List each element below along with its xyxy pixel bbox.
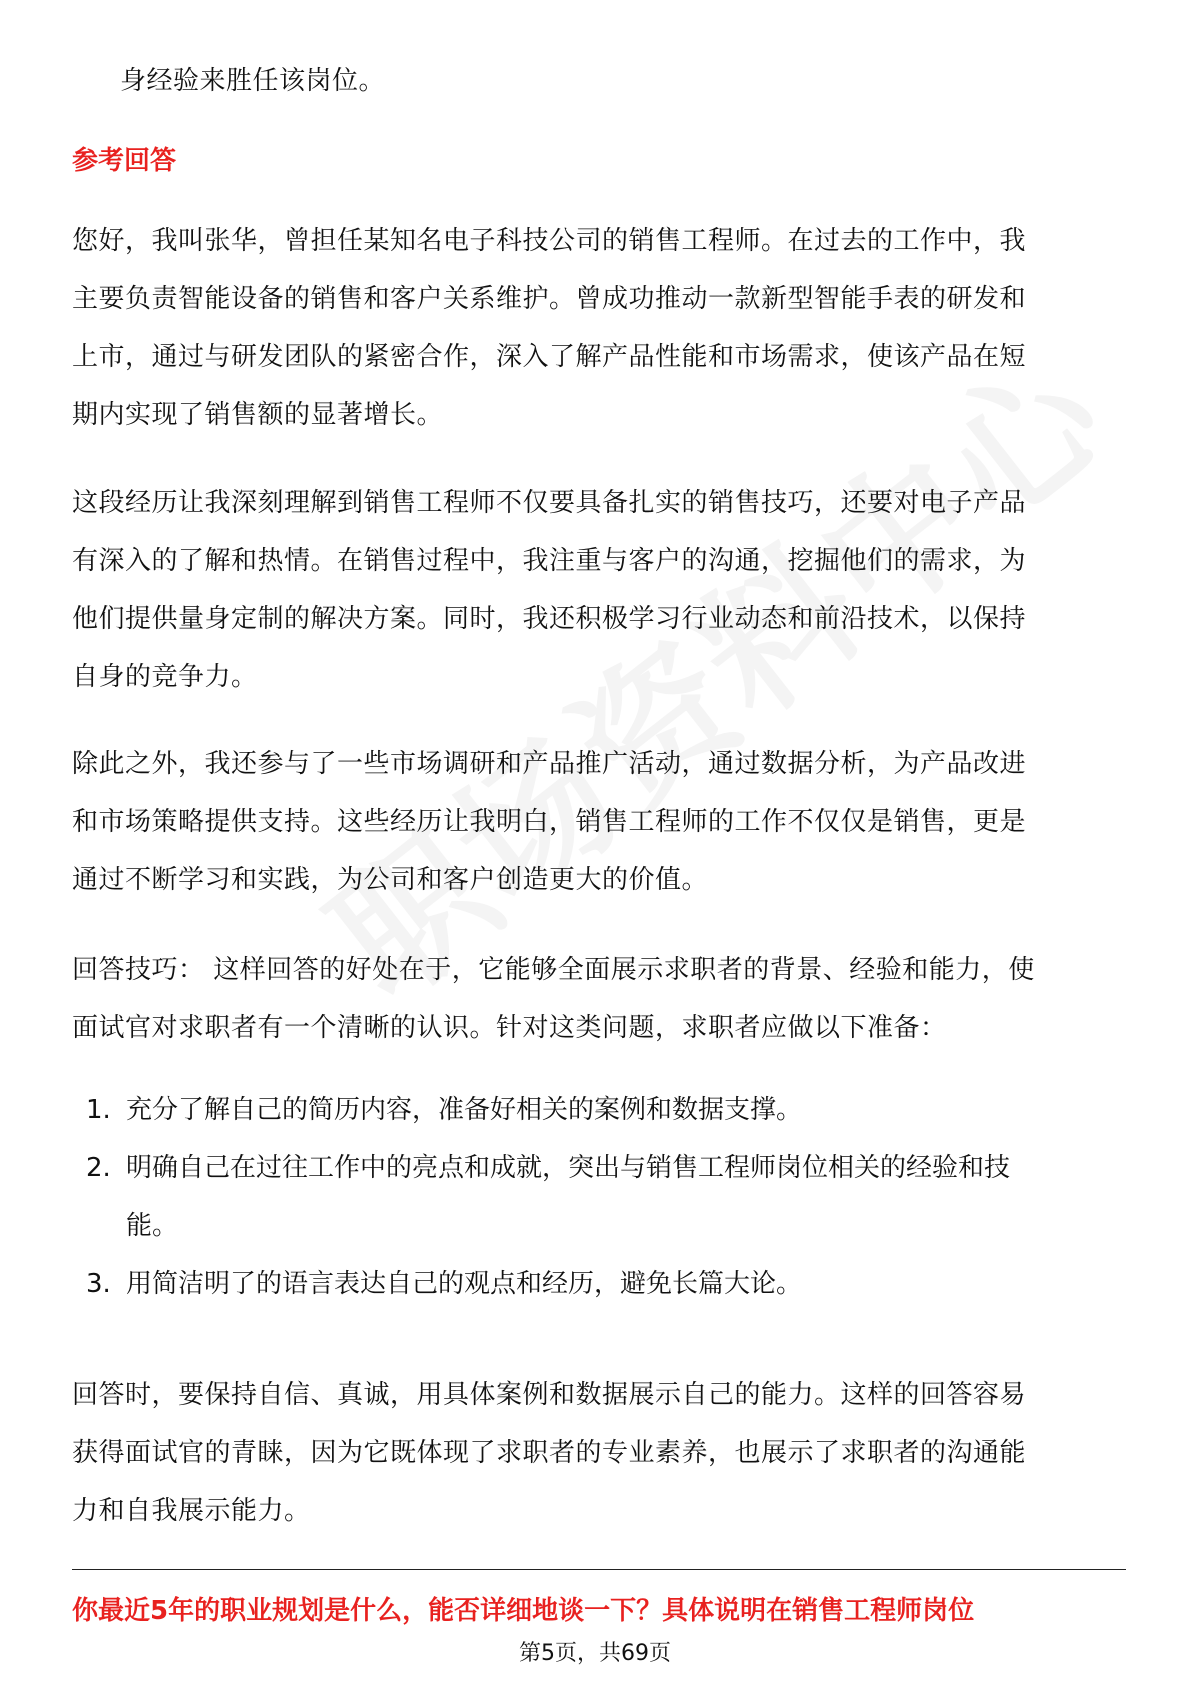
- paragraph-line: 这段经历让我深刻理解到销售工程师不仅要具备扎实的销售技巧，还要对电子产品: [72, 488, 1027, 518]
- list-item-text: 能。: [126, 1211, 179, 1241]
- paragraph-line: 有深入的了解和热情。在销售过程中，我注重与客户的沟通，挖掘他们的需求，为: [72, 546, 1027, 576]
- answer-paragraph-3: [72, 735, 1132, 909]
- paragraph-line: 他们提供量身定制的解决方案。同时，我还积极学习行业动态和前沿技术，以保持: [72, 604, 1027, 634]
- paragraph-line: 自身的竞争力。: [72, 662, 258, 692]
- section-divider: [72, 1569, 1126, 1570]
- list-item: [72, 1255, 1132, 1313]
- list-item-text: 充分了解自己的简历内容，准备好相关的案例和数据支撑。: [126, 1095, 803, 1125]
- list-number: 3.: [86, 1269, 111, 1299]
- preparation-list: [72, 1081, 1132, 1313]
- paragraph-line: 主要负责智能设备的销售和客户关系维护。曾成功推动一款新型智能手表的研发和: [72, 284, 1027, 314]
- paragraph-line: 力和自我展示能力。: [72, 1496, 311, 1526]
- paragraph-line: 回答技巧： 这样回答的好处在于，它能够全面展示求职者的背景、经验和能力，使: [72, 955, 1035, 985]
- list-item-text: 用简洁明了的语言表达自己的观点和经历，避免长篇大论。: [126, 1269, 803, 1299]
- paragraph-line: 获得面试官的青睐，因为它既体现了求职者的专业素养，也展示了求职者的沟通能: [72, 1438, 1027, 1468]
- answer-tips-paragraph: [72, 941, 1132, 1057]
- answer-summary-paragraph: [72, 1366, 1132, 1540]
- paragraph-line: 除此之外，我还参与了一些市场调研和产品推广活动，通过数据分析，为产品改进: [72, 749, 1027, 779]
- paragraph-line: 和市场策略提供支持。这些经历让我明白，销售工程师的工作不仅仅是销售，更是: [72, 807, 1027, 837]
- list-item: [72, 1081, 1132, 1139]
- answer-paragraph-1: [72, 212, 1132, 444]
- intro-line: [72, 52, 1132, 110]
- paragraph-line: 面试官对求职者有一个清晰的认识。针对这类问题，求职者应做以下准备：: [72, 1013, 947, 1043]
- page-number: 第5页，共69页: [519, 1641, 671, 1666]
- intro-line-text: 身经验来胜任该岗位。: [120, 66, 386, 96]
- paragraph-line: 上市，通过与研发团队的紧密合作，深入了解产品性能和市场需求，使该产品在短: [72, 342, 1027, 372]
- next-question-heading: 你最近5年的职业规划是什么，能否详细地谈一下？具体说明在销售工程师岗位: [72, 1596, 975, 1626]
- paragraph-line: 期内实现了销售额的显著增长。: [72, 400, 444, 430]
- paragraph-line: 通过不断学习和实践，为公司和客户创造更大的价值。: [72, 865, 709, 895]
- reference-answer-heading: 参考回答: [72, 146, 177, 176]
- list-item-text: 明确自己在过往工作中的亮点和成就，突出与销售工程师岗位相关的经验和技: [126, 1153, 1011, 1183]
- answer-paragraph-2: [72, 474, 1132, 706]
- list-item: [72, 1139, 1132, 1255]
- paragraph-line: 回答时，要保持自信、真诚，用具体案例和数据展示自己的能力。这样的回答容易: [72, 1380, 1027, 1410]
- list-number: 2.: [86, 1153, 111, 1183]
- list-number: 1.: [86, 1095, 111, 1125]
- paragraph-line: 您好，我叫张华，曾担任某知名电子科技公司的销售工程师。在过去的工作中，我: [72, 226, 1027, 256]
